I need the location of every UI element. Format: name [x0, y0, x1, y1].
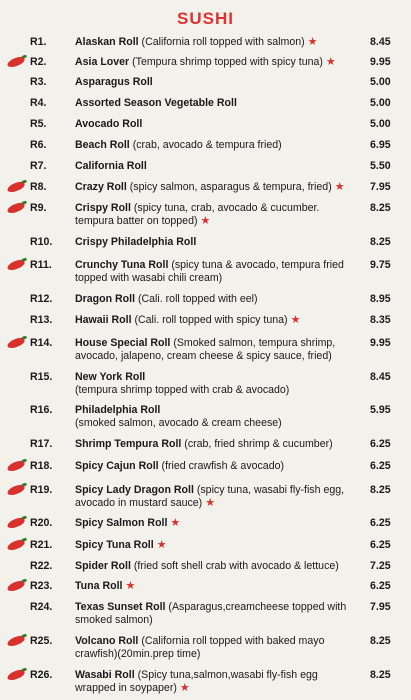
item-price: 8.45: [370, 371, 391, 383]
item-name: Spicy Salmon Roll: [75, 517, 168, 529]
item-name: Crispy Roll: [75, 202, 131, 214]
item-name: New York Roll: [75, 371, 146, 383]
item-price: 8.95: [370, 293, 391, 305]
item-description: (Cali. roll topped with eel): [137, 293, 258, 305]
item-code: R20.: [30, 517, 53, 529]
item-name: Tuna Roll: [75, 580, 123, 592]
item-name: Wasabi Roll: [75, 669, 135, 681]
item-name: Shrimp Tempura Roll: [75, 438, 182, 450]
item-price: 8.35: [370, 314, 391, 326]
item-price: 5.50: [370, 160, 391, 172]
item-price: 6.25: [370, 517, 391, 529]
item-description: (smoked salmon, avocado & cream cheese): [75, 417, 282, 429]
item-description: (Tempura shrimp topped with spicy tuna): [132, 56, 323, 68]
item-code: R12.: [30, 293, 53, 305]
item-code: R8.: [30, 181, 47, 193]
item-description: (spicy tuna & avocado, tempura fried topped with wasabi chili cream): [75, 259, 344, 284]
item-code: R23.: [30, 580, 53, 592]
item-price: 8.25: [370, 669, 391, 681]
item-name: Crazy Roll: [75, 181, 127, 193]
chili-pepper-icon: [6, 201, 26, 214]
item-code: R1.: [30, 36, 47, 48]
item-code: R21.: [30, 539, 53, 551]
item-price: 8.25: [370, 635, 391, 647]
item-code: R19.: [30, 484, 53, 496]
item-description: (spicy tuna, crab, avocado & cucumber. tempura batter on topped): [75, 202, 320, 227]
chili-pepper-icon: [6, 668, 26, 681]
item-description: (Spicy tuna,salmon,wasabi fly-fish egg wrapped in soypaper): [75, 669, 318, 694]
item-name: Hawaii Roll: [75, 314, 132, 326]
star-icon: ★: [290, 314, 301, 326]
chili-pepper-icon: [6, 579, 26, 592]
item-code: R25.: [30, 635, 53, 647]
item-price: 9.95: [370, 56, 391, 68]
item-code: R18.: [30, 460, 53, 472]
item-code: R4.: [30, 97, 47, 109]
item-price: 9.75: [370, 259, 391, 271]
item-code: R6.: [30, 139, 47, 151]
item-price: 6.25: [370, 460, 391, 472]
item-name: Spicy Lady Dragon Roll: [75, 484, 194, 496]
item-name: Spider Roll: [75, 560, 131, 572]
item-name: Assorted Season Vegetable Roll: [75, 97, 237, 109]
item-description: (fried crawfish & avocado): [161, 460, 285, 472]
item-code: R17.: [30, 438, 53, 450]
item-price: 7.95: [370, 601, 391, 613]
item-description: (crab, fried shrimp & cucumber): [184, 438, 333, 450]
item-code: R9.: [30, 202, 47, 214]
item-description: (spicy tuna, wasabi fly-fish egg, avocado in mustard sauce): [75, 484, 345, 509]
item-code: R7.: [30, 160, 47, 172]
item-description: (Smoked salmon, tempura shrimp, avocado, jalapeno, cream cheese & spicy sauce, fried): [75, 337, 336, 362]
star-icon: ★: [307, 36, 318, 48]
item-name: Spicy Cajun Roll: [75, 460, 159, 472]
item-price: 6.25: [370, 539, 391, 551]
item-code: R14.: [30, 337, 53, 349]
item-name: House Special Roll: [75, 337, 171, 349]
item-price: 8.25: [370, 236, 391, 248]
item-name: Asia Lover: [75, 56, 130, 68]
item-code: R13.: [30, 314, 53, 326]
item-name: Philadelphia Roll: [75, 404, 161, 416]
item-price: 5.00: [370, 76, 391, 88]
item-name: Volcano Roll: [75, 635, 139, 647]
item-code: R16.: [30, 404, 53, 416]
star-icon: ★: [205, 497, 216, 509]
chili-pepper-icon: [6, 55, 26, 68]
item-code: R5.: [30, 118, 47, 130]
item-description: (Cali. roll topped with spicy tuna): [134, 314, 288, 326]
chili-pepper-icon: [6, 459, 26, 472]
item-description: (Asparagus,creamcheese topped with smoked salmon): [75, 601, 347, 626]
item-description: (fried soft shell crab with avocado & lettuce): [133, 560, 339, 572]
star-icon: ★: [125, 580, 136, 592]
item-description: (California roll topped with salmon): [141, 36, 305, 48]
item-name: Crispy Philadelphia Roll: [75, 236, 197, 248]
chili-pepper-icon: [6, 538, 26, 551]
item-description: (tempura shrimp topped with crab & avocado): [75, 384, 290, 396]
chili-pepper-icon: [6, 634, 26, 647]
item-code: R22.: [30, 560, 53, 572]
item-description: (crab, avocado & tempura fried): [132, 139, 282, 151]
item-price: 7.95: [370, 181, 391, 193]
item-code: R2.: [30, 56, 47, 68]
star-icon: ★: [200, 215, 211, 227]
item-name: Crunchy Tuna Roll: [75, 259, 169, 271]
item-price: 6.95: [370, 139, 391, 151]
item-name: California Roll: [75, 160, 147, 172]
item-price: 8.25: [370, 202, 391, 214]
item-name: Texas Sunset Roll: [75, 601, 166, 613]
chili-pepper-icon: [6, 516, 26, 529]
item-code: R11.: [30, 259, 52, 271]
item-price: 8.45: [370, 36, 391, 48]
star-icon: ★: [170, 517, 181, 529]
item-name: Dragon Roll: [75, 293, 136, 305]
chili-pepper-icon: [6, 258, 26, 271]
item-price: 6.25: [370, 438, 391, 450]
item-code: R15.: [30, 371, 53, 383]
item-price: 7.25: [370, 560, 391, 572]
item-price: 5.95: [370, 404, 391, 416]
star-icon: ★: [179, 682, 190, 694]
item-code: R26.: [30, 669, 53, 681]
item-code: R10.: [30, 236, 53, 248]
chili-pepper-icon: [6, 336, 26, 349]
star-icon: ★: [325, 56, 336, 68]
item-price: 9.95: [370, 337, 391, 349]
item-code: R24.: [30, 601, 53, 613]
item-description: (spicy salmon, asparagus & tempura, fried): [129, 181, 332, 193]
star-icon: ★: [156, 539, 167, 551]
item-name: Alaskan Roll: [75, 36, 139, 48]
item-price: 5.00: [370, 118, 391, 130]
item-price: 5.00: [370, 97, 391, 109]
chili-pepper-icon: [6, 483, 26, 496]
item-name: Asparagus Roll: [75, 76, 153, 88]
item-description: (California roll topped with baked mayo crawfish)(20min.prep time): [75, 635, 325, 660]
item-name: Spicy Tuna Roll: [75, 539, 154, 551]
item-name: Beach Roll: [75, 139, 130, 151]
section-title: SUSHI: [177, 9, 234, 28]
chili-pepper-icon: [6, 180, 26, 193]
item-price: 6.25: [370, 580, 391, 592]
star-icon: ★: [334, 181, 345, 193]
item-price: 8.25: [370, 484, 391, 496]
item-code: R3.: [30, 76, 47, 88]
item-name: Avocado Roll: [75, 118, 143, 130]
